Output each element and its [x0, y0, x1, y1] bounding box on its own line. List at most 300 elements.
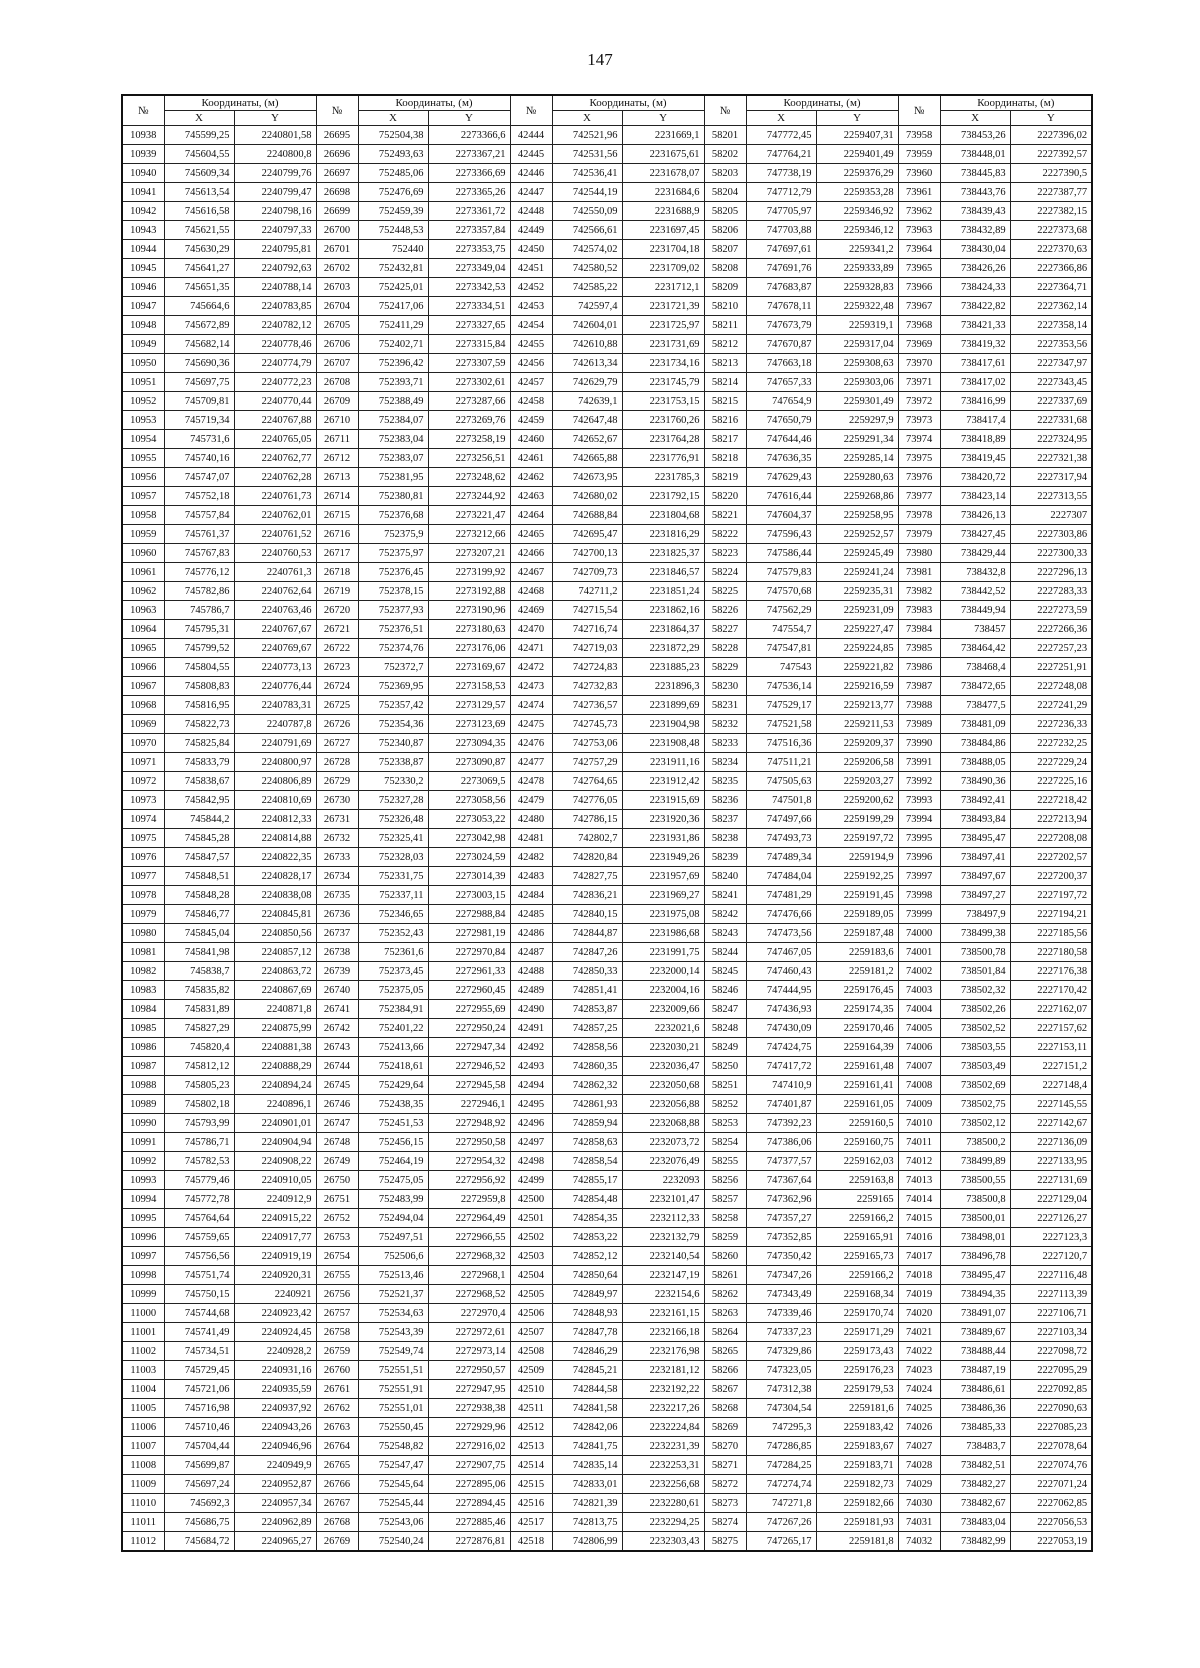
point-number-cell: 74016: [898, 1228, 940, 1247]
y-coordinate-cell: 2273192,88: [428, 582, 510, 601]
point-number-cell: 74020: [898, 1304, 940, 1323]
point-number-cell: 42507: [510, 1323, 552, 1342]
y-coordinate-cell: 2240923,42: [234, 1304, 316, 1323]
x-coordinate-cell: 747467,05: [746, 943, 816, 962]
x-coordinate-cell: 747705,97: [746, 202, 816, 221]
y-coordinate-cell: 2259165,91: [816, 1228, 898, 1247]
point-number-cell: 73994: [898, 810, 940, 829]
point-number-cell: 26708: [316, 373, 358, 392]
y-coordinate-cell: 2231712,1: [622, 278, 704, 297]
x-coordinate-cell: 742859,94: [552, 1114, 622, 1133]
x-coordinate-cell: 745704,44: [164, 1437, 234, 1456]
y-coordinate-cell: 2273207,21: [428, 544, 510, 563]
y-coordinate-cell: 2232176,98: [622, 1342, 704, 1361]
point-number-cell: 73987: [898, 677, 940, 696]
y-coordinate-cell: 2240761,3: [234, 563, 316, 582]
y-coordinate-cell: 2273014,39: [428, 867, 510, 886]
x-coordinate-cell: 742716,74: [552, 620, 622, 639]
y-coordinate-cell: 2272959,8: [428, 1190, 510, 1209]
y-coordinate-cell: 2272945,58: [428, 1076, 510, 1095]
point-number-cell: 73985: [898, 639, 940, 658]
x-coordinate-cell: 752483,99: [358, 1190, 428, 1209]
x-coordinate-cell: 738495,47: [940, 829, 1010, 848]
x-coordinate-cell: 745709,81: [164, 392, 234, 411]
y-coordinate-cell: 2227362,14: [1010, 297, 1092, 316]
point-number-cell: 58272: [704, 1475, 746, 1494]
y-coordinate-cell: 2231731,69: [622, 335, 704, 354]
x-coordinate-cell: 745786,7: [164, 601, 234, 620]
point-number-cell: 42451: [510, 259, 552, 278]
header-coords: Координаты, (м): [164, 95, 316, 111]
y-coordinate-cell: 2227208,08: [1010, 829, 1092, 848]
y-coordinate-cell: 2240762,77: [234, 449, 316, 468]
y-coordinate-cell: 2231721,39: [622, 297, 704, 316]
y-coordinate-cell: 2259164,39: [816, 1038, 898, 1057]
x-coordinate-cell: 747670,87: [746, 335, 816, 354]
table-row: [122, 1190, 1092, 1209]
x-coordinate-cell: 745710,46: [164, 1418, 234, 1437]
y-coordinate-cell: 2240783,31: [234, 696, 316, 715]
point-number-cell: 74021: [898, 1323, 940, 1342]
point-number-cell: 58211: [704, 316, 746, 335]
y-coordinate-cell: 2227353,56: [1010, 335, 1092, 354]
point-number-cell: 26710: [316, 411, 358, 430]
point-number-cell: 42473: [510, 677, 552, 696]
x-coordinate-cell: 745616,58: [164, 202, 234, 221]
y-coordinate-cell: 2259252,57: [816, 525, 898, 544]
y-coordinate-cell: 2259189,05: [816, 905, 898, 924]
point-number-cell: 58213: [704, 354, 746, 373]
point-number-cell: 73971: [898, 373, 940, 392]
y-coordinate-cell: 2259163,8: [816, 1171, 898, 1190]
y-coordinate-cell: 2259231,09: [816, 601, 898, 620]
y-coordinate-cell: 2227123,3: [1010, 1228, 1092, 1247]
point-number-cell: 73965: [898, 259, 940, 278]
y-coordinate-cell: 2240920,31: [234, 1266, 316, 1285]
point-number-cell: 42511: [510, 1399, 552, 1418]
point-number-cell: 74015: [898, 1209, 940, 1228]
point-number-cell: 42447: [510, 183, 552, 202]
y-coordinate-cell: 2240946,96: [234, 1437, 316, 1456]
y-coordinate-cell: 2273090,87: [428, 753, 510, 772]
y-coordinate-cell: 2232036,47: [622, 1057, 704, 1076]
point-number-cell: 10969: [122, 715, 164, 734]
y-coordinate-cell: 2259346,12: [816, 221, 898, 240]
x-coordinate-cell: 745740,16: [164, 449, 234, 468]
point-number-cell: 42478: [510, 772, 552, 791]
header-y: Y: [234, 111, 316, 126]
y-coordinate-cell: 2240867,69: [234, 981, 316, 1000]
x-coordinate-cell: 747497,66: [746, 810, 816, 829]
point-number-cell: 73990: [898, 734, 940, 753]
y-coordinate-cell: 2227092,85: [1010, 1380, 1092, 1399]
point-number-cell: 26759: [316, 1342, 358, 1361]
point-number-cell: 42459: [510, 411, 552, 430]
x-coordinate-cell: 747529,17: [746, 696, 816, 715]
y-coordinate-cell: 2259161,41: [816, 1076, 898, 1095]
x-coordinate-cell: 742647,48: [552, 411, 622, 430]
x-coordinate-cell: 752352,43: [358, 924, 428, 943]
y-coordinate-cell: 2232030,21: [622, 1038, 704, 1057]
y-coordinate-cell: 2273366,6: [428, 126, 510, 145]
table-row: [122, 1038, 1092, 1057]
point-number-cell: 73962: [898, 202, 940, 221]
point-number-cell: 10941: [122, 183, 164, 202]
x-coordinate-cell: 747493,73: [746, 829, 816, 848]
point-number-cell: 10977: [122, 867, 164, 886]
table-row: [122, 1095, 1092, 1114]
y-coordinate-cell: 2273024,59: [428, 848, 510, 867]
point-number-cell: 73958: [898, 126, 940, 145]
x-coordinate-cell: 747596,43: [746, 525, 816, 544]
table-row: [122, 449, 1092, 468]
x-coordinate-cell: 745692,3: [164, 1494, 234, 1513]
y-coordinate-cell: 2272966,55: [428, 1228, 510, 1247]
x-coordinate-cell: 738500,55: [940, 1171, 1010, 1190]
y-coordinate-cell: 2240894,24: [234, 1076, 316, 1095]
point-number-cell: 26715: [316, 506, 358, 525]
y-coordinate-cell: 2227307: [1010, 506, 1092, 525]
point-number-cell: 74032: [898, 1532, 940, 1552]
point-number-cell: 26757: [316, 1304, 358, 1323]
y-coordinate-cell: 2232217,26: [622, 1399, 704, 1418]
y-coordinate-cell: 2240797,33: [234, 221, 316, 240]
x-coordinate-cell: 742853,22: [552, 1228, 622, 1247]
x-coordinate-cell: 747691,76: [746, 259, 816, 278]
x-coordinate-cell: 742597,4: [552, 297, 622, 316]
point-number-cell: 26713: [316, 468, 358, 487]
x-coordinate-cell: 745812,12: [164, 1057, 234, 1076]
y-coordinate-cell: 2227133,95: [1010, 1152, 1092, 1171]
table-row: [122, 1247, 1092, 1266]
y-coordinate-cell: 2231912,42: [622, 772, 704, 791]
y-coordinate-cell: 2259176,45: [816, 981, 898, 1000]
x-coordinate-cell: 752506,6: [358, 1247, 428, 1266]
y-coordinate-cell: 2259160,75: [816, 1133, 898, 1152]
x-coordinate-cell: 747271,8: [746, 1494, 816, 1513]
x-coordinate-cell: 752402,71: [358, 335, 428, 354]
table-row: [122, 734, 1092, 753]
x-coordinate-cell: 752383,04: [358, 430, 428, 449]
y-coordinate-cell: 2272960,45: [428, 981, 510, 1000]
y-coordinate-cell: 2273129,57: [428, 696, 510, 715]
x-coordinate-cell: 752432,81: [358, 259, 428, 278]
x-coordinate-cell: 738503,55: [940, 1038, 1010, 1057]
x-coordinate-cell: 742854,48: [552, 1190, 622, 1209]
x-coordinate-cell: 752543,06: [358, 1513, 428, 1532]
point-number-cell: 42490: [510, 1000, 552, 1019]
point-number-cell: 10959: [122, 525, 164, 544]
point-number-cell: 42515: [510, 1475, 552, 1494]
y-coordinate-cell: 2231675,61: [622, 145, 704, 164]
point-number-cell: 10950: [122, 354, 164, 373]
x-coordinate-cell: 738482,67: [940, 1494, 1010, 1513]
y-coordinate-cell: 2259176,23: [816, 1361, 898, 1380]
x-coordinate-cell: 752440: [358, 240, 428, 259]
point-number-cell: 74002: [898, 962, 940, 981]
y-coordinate-cell: 2240812,33: [234, 810, 316, 829]
x-coordinate-cell: 742850,64: [552, 1266, 622, 1285]
point-number-cell: 58236: [704, 791, 746, 810]
table-row: [122, 202, 1092, 221]
y-coordinate-cell: 2273094,35: [428, 734, 510, 753]
table-row: [122, 1114, 1092, 1133]
y-coordinate-cell: 2231904,98: [622, 715, 704, 734]
x-coordinate-cell: 742709,73: [552, 563, 622, 582]
x-coordinate-cell: 747339,46: [746, 1304, 816, 1323]
y-coordinate-cell: 2227106,71: [1010, 1304, 1092, 1323]
y-coordinate-cell: 2227396,02: [1010, 126, 1092, 145]
y-coordinate-cell: 2272948,92: [428, 1114, 510, 1133]
y-coordinate-cell: 2273053,22: [428, 810, 510, 829]
point-number-cell: 58264: [704, 1323, 746, 1342]
y-coordinate-cell: 2240917,77: [234, 1228, 316, 1247]
point-number-cell: 11000: [122, 1304, 164, 1323]
x-coordinate-cell: 752417,06: [358, 297, 428, 316]
y-coordinate-cell: 2259166,2: [816, 1266, 898, 1285]
x-coordinate-cell: 752425,01: [358, 278, 428, 297]
point-number-cell: 58253: [704, 1114, 746, 1133]
y-coordinate-cell: 2259206,58: [816, 753, 898, 772]
x-coordinate-cell: 745793,99: [164, 1114, 234, 1133]
x-coordinate-cell: 738423,14: [940, 487, 1010, 506]
point-number-cell: 42460: [510, 430, 552, 449]
y-coordinate-cell: 2240871,8: [234, 1000, 316, 1019]
y-coordinate-cell: 2231764,28: [622, 430, 704, 449]
header-no: №: [316, 95, 358, 126]
x-coordinate-cell: 738499,89: [940, 1152, 1010, 1171]
x-coordinate-cell: 745609,34: [164, 164, 234, 183]
point-number-cell: 58275: [704, 1532, 746, 1552]
y-coordinate-cell: 2240767,88: [234, 411, 316, 430]
point-number-cell: 42518: [510, 1532, 552, 1552]
coordinates-table: [121, 94, 1093, 1552]
x-coordinate-cell: 738488,05: [940, 753, 1010, 772]
point-number-cell: 42486: [510, 924, 552, 943]
x-coordinate-cell: 738432,89: [940, 221, 1010, 240]
x-coordinate-cell: 752376,45: [358, 563, 428, 582]
point-number-cell: 74013: [898, 1171, 940, 1190]
point-number-cell: 73984: [898, 620, 940, 639]
x-coordinate-cell: 742844,58: [552, 1380, 622, 1399]
table-row: [122, 848, 1092, 867]
y-coordinate-cell: 2273327,65: [428, 316, 510, 335]
x-coordinate-cell: 747436,93: [746, 1000, 816, 1019]
y-coordinate-cell: 2240762,64: [234, 582, 316, 601]
y-coordinate-cell: 2232280,61: [622, 1494, 704, 1513]
point-number-cell: 26768: [316, 1513, 358, 1532]
table-row: [122, 1209, 1092, 1228]
y-coordinate-cell: 2231745,79: [622, 373, 704, 392]
x-coordinate-cell: 742745,73: [552, 715, 622, 734]
point-number-cell: 26755: [316, 1266, 358, 1285]
x-coordinate-cell: 742847,26: [552, 943, 622, 962]
point-number-cell: 73999: [898, 905, 940, 924]
y-coordinate-cell: 2259183,6: [816, 943, 898, 962]
x-coordinate-cell: 742854,35: [552, 1209, 622, 1228]
x-coordinate-cell: 738497,41: [940, 848, 1010, 867]
x-coordinate-cell: 742858,63: [552, 1133, 622, 1152]
y-coordinate-cell: 2240919,19: [234, 1247, 316, 1266]
x-coordinate-cell: 752396,42: [358, 354, 428, 373]
y-coordinate-cell: 2227300,33: [1010, 544, 1092, 563]
y-coordinate-cell: 2240935,59: [234, 1380, 316, 1399]
x-coordinate-cell: 745721,06: [164, 1380, 234, 1399]
y-coordinate-cell: 2259353,28: [816, 183, 898, 202]
y-coordinate-cell: 2227116,48: [1010, 1266, 1092, 1285]
x-coordinate-cell: 747401,87: [746, 1095, 816, 1114]
point-number-cell: 42479: [510, 791, 552, 810]
point-number-cell: 10963: [122, 601, 164, 620]
y-coordinate-cell: 2273248,62: [428, 468, 510, 487]
y-coordinate-cell: 2259170,46: [816, 1019, 898, 1038]
table-row: [122, 1019, 1092, 1038]
table-row: [122, 1437, 1092, 1456]
point-number-cell: 73959: [898, 145, 940, 164]
point-number-cell: 26701: [316, 240, 358, 259]
point-number-cell: 42471: [510, 639, 552, 658]
y-coordinate-cell: 2259171,29: [816, 1323, 898, 1342]
point-number-cell: 74004: [898, 1000, 940, 1019]
x-coordinate-cell: 742688,84: [552, 506, 622, 525]
x-coordinate-cell: 738503,49: [940, 1057, 1010, 1076]
y-coordinate-cell: 2231957,69: [622, 867, 704, 886]
point-number-cell: 42489: [510, 981, 552, 1000]
y-coordinate-cell: 2231846,57: [622, 563, 704, 582]
x-coordinate-cell: 752338,87: [358, 753, 428, 772]
x-coordinate-cell: 752346,65: [358, 905, 428, 924]
point-number-cell: 42480: [510, 810, 552, 829]
x-coordinate-cell: 745682,14: [164, 335, 234, 354]
point-number-cell: 42457: [510, 373, 552, 392]
x-coordinate-cell: 752475,05: [358, 1171, 428, 1190]
table-row: [122, 1152, 1092, 1171]
x-coordinate-cell: 752545,44: [358, 1494, 428, 1513]
x-coordinate-cell: 742851,41: [552, 981, 622, 1000]
x-coordinate-cell: 752373,45: [358, 962, 428, 981]
y-coordinate-cell: 2227343,45: [1010, 373, 1092, 392]
y-coordinate-cell: 2240783,85: [234, 297, 316, 316]
x-coordinate-cell: 752375,97: [358, 544, 428, 563]
y-coordinate-cell: 2240791,69: [234, 734, 316, 753]
point-number-cell: 73970: [898, 354, 940, 373]
point-number-cell: 58207: [704, 240, 746, 259]
table-row: [122, 1532, 1092, 1552]
x-coordinate-cell: 747543: [746, 658, 816, 677]
point-number-cell: 74023: [898, 1361, 940, 1380]
x-coordinate-cell: 745776,12: [164, 563, 234, 582]
x-coordinate-cell: 752328,03: [358, 848, 428, 867]
y-coordinate-cell: 2273357,84: [428, 221, 510, 240]
x-coordinate-cell: 747357,27: [746, 1209, 816, 1228]
point-number-cell: 10953: [122, 411, 164, 430]
x-coordinate-cell: 742544,19: [552, 183, 622, 202]
y-coordinate-cell: 2272938,38: [428, 1399, 510, 1418]
y-coordinate-cell: 2231899,69: [622, 696, 704, 715]
y-coordinate-cell: 2227251,91: [1010, 658, 1092, 677]
x-coordinate-cell: 738453,26: [940, 126, 1010, 145]
y-coordinate-cell: 2272968,32: [428, 1247, 510, 1266]
point-number-cell: 73979: [898, 525, 940, 544]
x-coordinate-cell: 752401,22: [358, 1019, 428, 1038]
point-number-cell: 10951: [122, 373, 164, 392]
point-number-cell: 74028: [898, 1456, 940, 1475]
point-number-cell: 58222: [704, 525, 746, 544]
y-coordinate-cell: 2227162,07: [1010, 1000, 1092, 1019]
table-row: [122, 354, 1092, 373]
y-coordinate-cell: 2259199,29: [816, 810, 898, 829]
y-coordinate-cell: 2227098,72: [1010, 1342, 1092, 1361]
table-row: [122, 487, 1092, 506]
point-number-cell: 74030: [898, 1494, 940, 1513]
y-coordinate-cell: 2259183,71: [816, 1456, 898, 1475]
table-row: [122, 1000, 1092, 1019]
x-coordinate-cell: 742827,75: [552, 867, 622, 886]
header-y: Y: [428, 111, 510, 126]
point-number-cell: 26753: [316, 1228, 358, 1247]
x-coordinate-cell: 738417,4: [940, 411, 1010, 430]
x-coordinate-cell: 747265,17: [746, 1532, 816, 1552]
point-number-cell: 42445: [510, 145, 552, 164]
x-coordinate-cell: 745795,31: [164, 620, 234, 639]
y-coordinate-cell: 2240952,87: [234, 1475, 316, 1494]
y-coordinate-cell: 2259192,25: [816, 867, 898, 886]
x-coordinate-cell: 752375,9: [358, 525, 428, 544]
y-coordinate-cell: 2240765,05: [234, 430, 316, 449]
table-row: [122, 696, 1092, 715]
x-coordinate-cell: 747516,36: [746, 734, 816, 753]
y-coordinate-cell: 2240901,01: [234, 1114, 316, 1133]
point-number-cell: 74011: [898, 1133, 940, 1152]
y-coordinate-cell: 2240850,56: [234, 924, 316, 943]
point-number-cell: 26739: [316, 962, 358, 981]
y-coordinate-cell: 2227062,85: [1010, 1494, 1092, 1513]
point-number-cell: 74009: [898, 1095, 940, 1114]
y-coordinate-cell: 2259216,59: [816, 677, 898, 696]
table-row: [122, 468, 1092, 487]
x-coordinate-cell: 745613,54: [164, 183, 234, 202]
x-coordinate-cell: 747337,23: [746, 1323, 816, 1342]
y-coordinate-cell: 2240921: [234, 1285, 316, 1304]
y-coordinate-cell: 2272950,58: [428, 1133, 510, 1152]
y-coordinate-cell: 2273302,61: [428, 373, 510, 392]
x-coordinate-cell: 747501,8: [746, 791, 816, 810]
y-coordinate-cell: 2259224,85: [816, 639, 898, 658]
x-coordinate-cell: 747547,81: [746, 639, 816, 658]
table-row: [122, 392, 1092, 411]
x-coordinate-cell: 747604,37: [746, 506, 816, 525]
x-coordinate-cell: 745604,55: [164, 145, 234, 164]
point-number-cell: 26749: [316, 1152, 358, 1171]
y-coordinate-cell: 2240910,05: [234, 1171, 316, 1190]
point-number-cell: 11011: [122, 1513, 164, 1532]
point-number-cell: 42514: [510, 1456, 552, 1475]
point-number-cell: 58248: [704, 1019, 746, 1038]
table-row: [122, 1494, 1092, 1513]
point-number-cell: 42509: [510, 1361, 552, 1380]
point-number-cell: 58220: [704, 487, 746, 506]
y-coordinate-cell: 2272972,61: [428, 1323, 510, 1342]
x-coordinate-cell: 738421,33: [940, 316, 1010, 335]
point-number-cell: 58257: [704, 1190, 746, 1209]
x-coordinate-cell: 752429,64: [358, 1076, 428, 1095]
x-coordinate-cell: 745747,07: [164, 468, 234, 487]
point-number-cell: 73966: [898, 278, 940, 297]
point-number-cell: 26719: [316, 582, 358, 601]
point-number-cell: 26695: [316, 126, 358, 145]
point-number-cell: 10948: [122, 316, 164, 335]
x-coordinate-cell: 742652,67: [552, 430, 622, 449]
